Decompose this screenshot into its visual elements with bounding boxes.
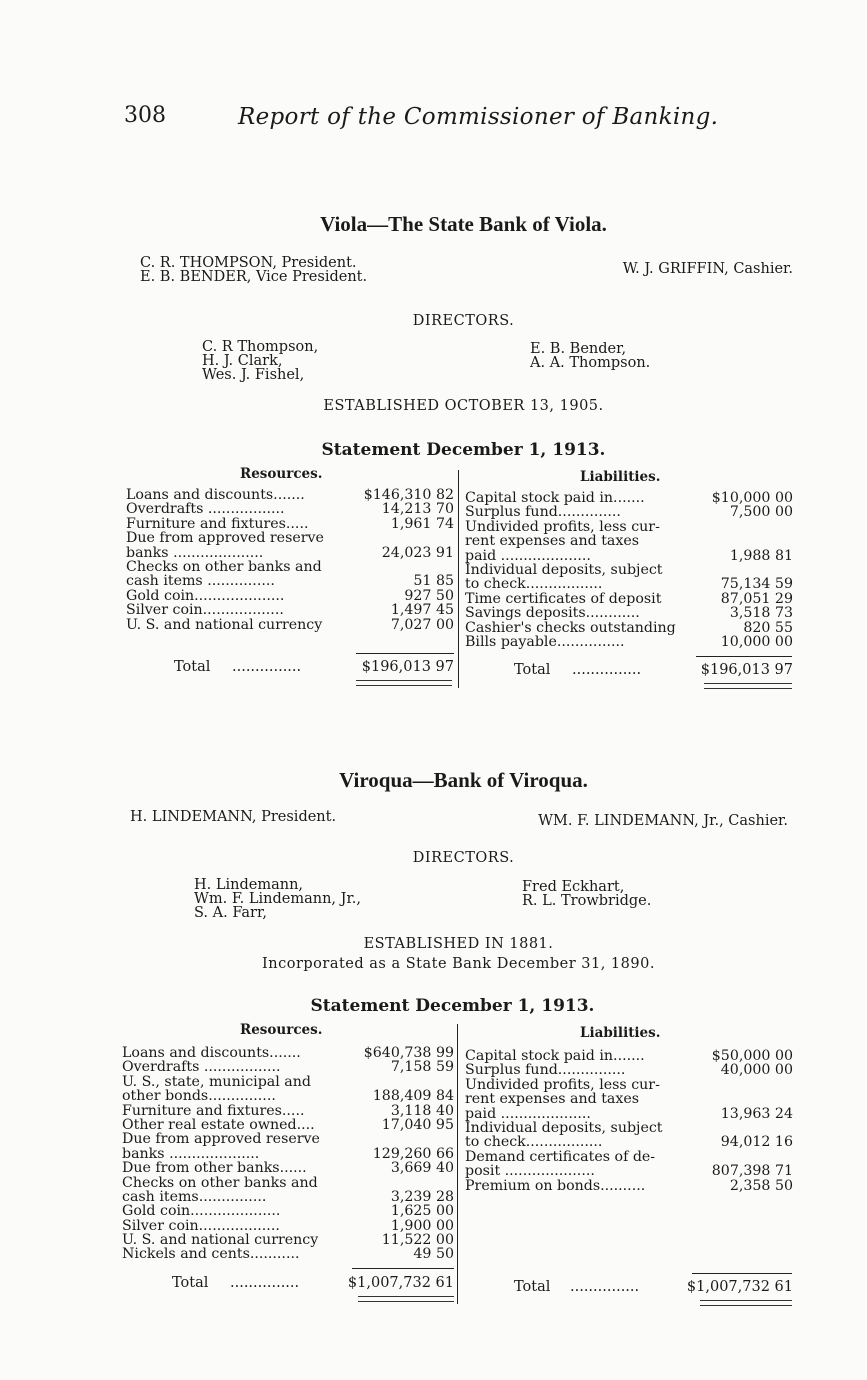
row-label: Furniture and fixtures..... xyxy=(126,515,309,532)
officer-cashier: W. J. GRIFFIN, Cashier. xyxy=(622,261,793,277)
row-amount: 11,522 00 xyxy=(381,1232,454,1249)
table-row xyxy=(126,574,454,588)
row-amount: 13,963 24 xyxy=(720,1105,793,1122)
director-name: Wes. J. Fishel, xyxy=(202,367,305,383)
bank-title: Viroqua—Bank of Viroqua. xyxy=(339,768,588,792)
resources-list xyxy=(122,1046,454,1262)
table-row xyxy=(122,1219,454,1233)
table-row xyxy=(465,1121,793,1135)
liabilities-heading: Liabilities. xyxy=(580,1025,661,1041)
row-label: cash items ............... xyxy=(126,573,275,590)
resources-total: $196,013 97 xyxy=(361,659,454,675)
table-row xyxy=(122,1104,454,1118)
row-amount: 40,000 00 xyxy=(720,1062,793,1079)
table-row xyxy=(122,1060,454,1074)
double-rule xyxy=(358,1296,454,1302)
row-amount: 1,625 00 xyxy=(390,1203,454,1220)
row-label: Premium on bonds.......... xyxy=(465,1177,646,1194)
row-amount: 1,988 81 xyxy=(729,547,793,564)
double-rule xyxy=(700,1300,792,1306)
row-label: Checks on other banks and xyxy=(126,558,322,575)
row-label: Undivided profits, less cur- xyxy=(465,518,660,535)
total-dots: ............... xyxy=(230,1275,300,1291)
table-row xyxy=(465,534,793,548)
officer-vice-president: E. B. BENDER, Vice President. xyxy=(140,269,368,285)
table-row xyxy=(465,1135,793,1149)
row-label: Checks on other banks and xyxy=(122,1174,318,1191)
row-amount: 49 50 xyxy=(413,1246,454,1263)
incorporated-line: Incorporated as a State Bank December 31, 1890. xyxy=(262,956,655,972)
table-row xyxy=(465,1164,793,1178)
table-row xyxy=(122,1132,454,1146)
bank-title: Viola—The State Bank of Viola. xyxy=(320,212,607,236)
sum-rule xyxy=(696,656,792,657)
row-label: Silver coin.................. xyxy=(122,1217,280,1234)
row-amount: 188,409 84 xyxy=(372,1088,454,1105)
table-row xyxy=(126,589,454,603)
row-label: cash items............... xyxy=(122,1188,267,1205)
row-amount: 129,260 66 xyxy=(372,1145,454,1162)
director-name: S. A. Farr, xyxy=(194,905,267,921)
row-label: Capital stock paid in....... xyxy=(465,490,645,506)
column-divider xyxy=(457,1024,458,1304)
table-row xyxy=(122,1118,454,1132)
row-amount: 7,027 00 xyxy=(390,616,454,633)
table-row xyxy=(465,1049,793,1063)
table-row xyxy=(122,1176,454,1190)
officer-president: C. R. THOMPSON, President. xyxy=(140,255,357,271)
table-row xyxy=(126,502,454,516)
total-label: Total xyxy=(514,1279,551,1295)
row-amount: 1,900 00 xyxy=(390,1217,454,1234)
table-row xyxy=(126,560,454,574)
row-amount: 3,669 40 xyxy=(390,1160,454,1177)
directors-left xyxy=(194,878,361,920)
table-row xyxy=(122,1075,454,1089)
total-label: Total xyxy=(514,662,551,678)
row-amount: $10,000 00 xyxy=(711,490,793,506)
row-amount: 24,023 91 xyxy=(381,544,454,561)
row-amount: 51 85 xyxy=(413,573,454,590)
row-label: Silver coin.................. xyxy=(126,602,284,619)
row-amount: 10,000 00 xyxy=(720,633,793,650)
row-label: Undivided profits, less cur- xyxy=(465,1076,660,1093)
table-row xyxy=(465,1179,793,1193)
directors-heading: DIRECTORS. xyxy=(412,313,515,329)
director-name: R. L. Trowbridge. xyxy=(522,893,652,909)
liabilities-list xyxy=(465,1049,793,1193)
table-row xyxy=(465,1092,793,1106)
table-row xyxy=(465,606,793,620)
directors-heading: DIRECTORS. xyxy=(412,850,515,866)
table-row xyxy=(465,1150,793,1164)
row-label: rent expenses and taxes xyxy=(465,533,640,550)
row-amount: 7,158 59 xyxy=(390,1059,454,1076)
row-label: Gold coin.................... xyxy=(126,587,285,604)
table-row xyxy=(465,1107,793,1121)
page-number: 308 xyxy=(124,103,166,128)
director-name: A. A. Thompson. xyxy=(530,355,651,371)
table-row xyxy=(126,618,454,632)
row-label: other bonds............... xyxy=(122,1088,276,1105)
director-name: H. Lindemann, xyxy=(194,877,304,893)
table-row xyxy=(465,1078,793,1092)
row-label: Due from approved reserve xyxy=(122,1131,320,1148)
table-row xyxy=(122,1247,454,1261)
table-row xyxy=(126,517,454,531)
row-amount: $640,738 99 xyxy=(363,1045,454,1061)
table-row xyxy=(126,531,454,545)
row-label: U. S. and national currency xyxy=(122,1232,319,1249)
row-amount: 927 50 xyxy=(404,587,454,604)
row-label: Due from approved reserve xyxy=(126,530,324,547)
table-row xyxy=(122,1147,454,1161)
table-row xyxy=(126,488,454,502)
sum-rule xyxy=(352,1268,454,1269)
row-label: Surplus fund.............. xyxy=(465,504,621,521)
row-label: U. S., state, municipal and xyxy=(122,1073,311,1090)
row-amount: 94,012 16 xyxy=(720,1134,793,1151)
row-amount: 807,398 71 xyxy=(711,1163,793,1180)
total-dots: ............... xyxy=(572,662,642,678)
row-label: Demand certificates of de- xyxy=(465,1148,656,1165)
established-line: ESTABLISHED IN 1881. xyxy=(363,936,554,952)
row-amount: 1,497 45 xyxy=(390,602,454,619)
double-rule xyxy=(704,683,792,689)
table-row xyxy=(122,1190,454,1204)
row-label: banks .................... xyxy=(122,1145,260,1162)
row-label: Nickels and cents........... xyxy=(122,1246,300,1263)
table-row xyxy=(122,1204,454,1218)
total-dots: ............... xyxy=(570,1279,640,1295)
running-title: Report of the Commissioner of Banking. xyxy=(238,104,719,130)
table-row xyxy=(122,1233,454,1247)
row-amount: 14,213 70 xyxy=(381,501,454,518)
officer-cashier: WM. F. LINDEMANN, Jr., Cashier. xyxy=(538,813,788,829)
directors-right xyxy=(522,880,651,908)
resources-list xyxy=(126,488,454,632)
row-label: Overdrafts ................. xyxy=(126,501,285,518)
row-label: paid .................... xyxy=(465,1105,591,1122)
statement-heading: Statement December 1, 1913. xyxy=(321,440,606,460)
column-divider xyxy=(458,470,459,688)
row-label: Overdrafts ................. xyxy=(122,1059,281,1076)
row-amount: 17,040 95 xyxy=(381,1116,454,1133)
row-label: Furniture and fixtures..... xyxy=(122,1102,305,1119)
row-amount: 820 55 xyxy=(743,619,793,636)
row-label: Cashier's checks outstanding xyxy=(465,619,676,636)
row-amount: 3,518 73 xyxy=(729,605,793,622)
resources-heading: Resources. xyxy=(240,1022,323,1038)
director-name: H. J. Clark, xyxy=(202,353,283,369)
row-label: Time certificates of deposit xyxy=(465,590,662,607)
row-label: Loans and discounts....... xyxy=(126,487,305,503)
table-row xyxy=(465,1063,793,1077)
table-row xyxy=(465,635,793,649)
table-row xyxy=(465,505,793,519)
table-row xyxy=(122,1161,454,1175)
table-row xyxy=(465,549,793,563)
row-amount: $50,000 00 xyxy=(711,1048,793,1064)
table-row xyxy=(465,621,793,635)
row-amount: 1,961 74 xyxy=(390,515,454,532)
director-name: C. R Thompson, xyxy=(202,339,319,355)
table-row xyxy=(126,603,454,617)
row-label: paid .................... xyxy=(465,547,591,564)
directors-left xyxy=(202,340,318,382)
row-amount: 3,118 40 xyxy=(390,1102,454,1119)
row-label: Gold coin.................... xyxy=(122,1203,281,1220)
resources-heading: Resources. xyxy=(240,466,323,482)
director-name: E. B. Bender, xyxy=(530,341,627,357)
row-label: Bills payable............... xyxy=(465,633,625,650)
row-label: Capital stock paid in....... xyxy=(465,1048,645,1064)
row-label: U. S. and national currency xyxy=(126,616,323,633)
row-label: Individual deposits, subject xyxy=(465,1119,663,1136)
row-label: Loans and discounts....... xyxy=(122,1045,301,1061)
row-label: Surplus fund............... xyxy=(465,1062,626,1079)
table-row xyxy=(126,546,454,560)
row-label: Savings deposits............ xyxy=(465,605,640,622)
sum-rule xyxy=(692,1273,792,1274)
row-amount: $146,310 82 xyxy=(363,487,454,503)
table-row xyxy=(465,592,793,606)
directors-right xyxy=(530,342,650,370)
officers-left xyxy=(140,256,367,284)
total-dots: ............... xyxy=(232,659,302,675)
table-row xyxy=(122,1089,454,1103)
row-label: banks .................... xyxy=(126,544,264,561)
liabilities-total: $196,013 97 xyxy=(700,662,793,678)
liabilities-total: $1,007,732 61 xyxy=(686,1279,793,1295)
row-amount: 2,358 50 xyxy=(729,1177,793,1194)
officer-president: H. LINDEMANN, President. xyxy=(130,809,337,825)
liabilities-heading: Liabilities. xyxy=(580,469,661,485)
row-label: posit .................... xyxy=(465,1163,595,1180)
liabilities-list xyxy=(465,491,793,649)
table-row xyxy=(465,491,793,505)
row-label: Other real estate owned.... xyxy=(122,1116,315,1133)
row-label: Due from other banks...... xyxy=(122,1160,307,1177)
table-row xyxy=(465,563,793,577)
row-label: Individual deposits, subject xyxy=(465,561,663,578)
row-amount: 75,134 59 xyxy=(720,576,793,593)
established-line: ESTABLISHED OCTOBER 13, 1905. xyxy=(323,398,604,414)
row-label: to check................. xyxy=(465,1134,603,1151)
director-name: Wm. F. Lindemann, Jr., xyxy=(194,891,362,907)
row-amount: 87,051 29 xyxy=(720,590,793,607)
row-label: rent expenses and taxes xyxy=(465,1091,640,1108)
director-name: Fred Eckhart, xyxy=(522,879,625,895)
table-row xyxy=(122,1046,454,1060)
table-row xyxy=(465,577,793,591)
resources-total: $1,007,732 61 xyxy=(347,1275,454,1291)
statement-heading: Statement December 1, 1913. xyxy=(310,996,595,1016)
double-rule xyxy=(356,680,452,686)
table-row xyxy=(465,520,793,534)
sum-rule xyxy=(356,653,454,654)
row-amount: 7,500 00 xyxy=(729,504,793,521)
total-label: Total xyxy=(172,1275,209,1291)
row-label: to check................. xyxy=(465,576,603,593)
row-amount: 3,239 28 xyxy=(390,1188,454,1205)
total-label: Total xyxy=(174,659,211,675)
